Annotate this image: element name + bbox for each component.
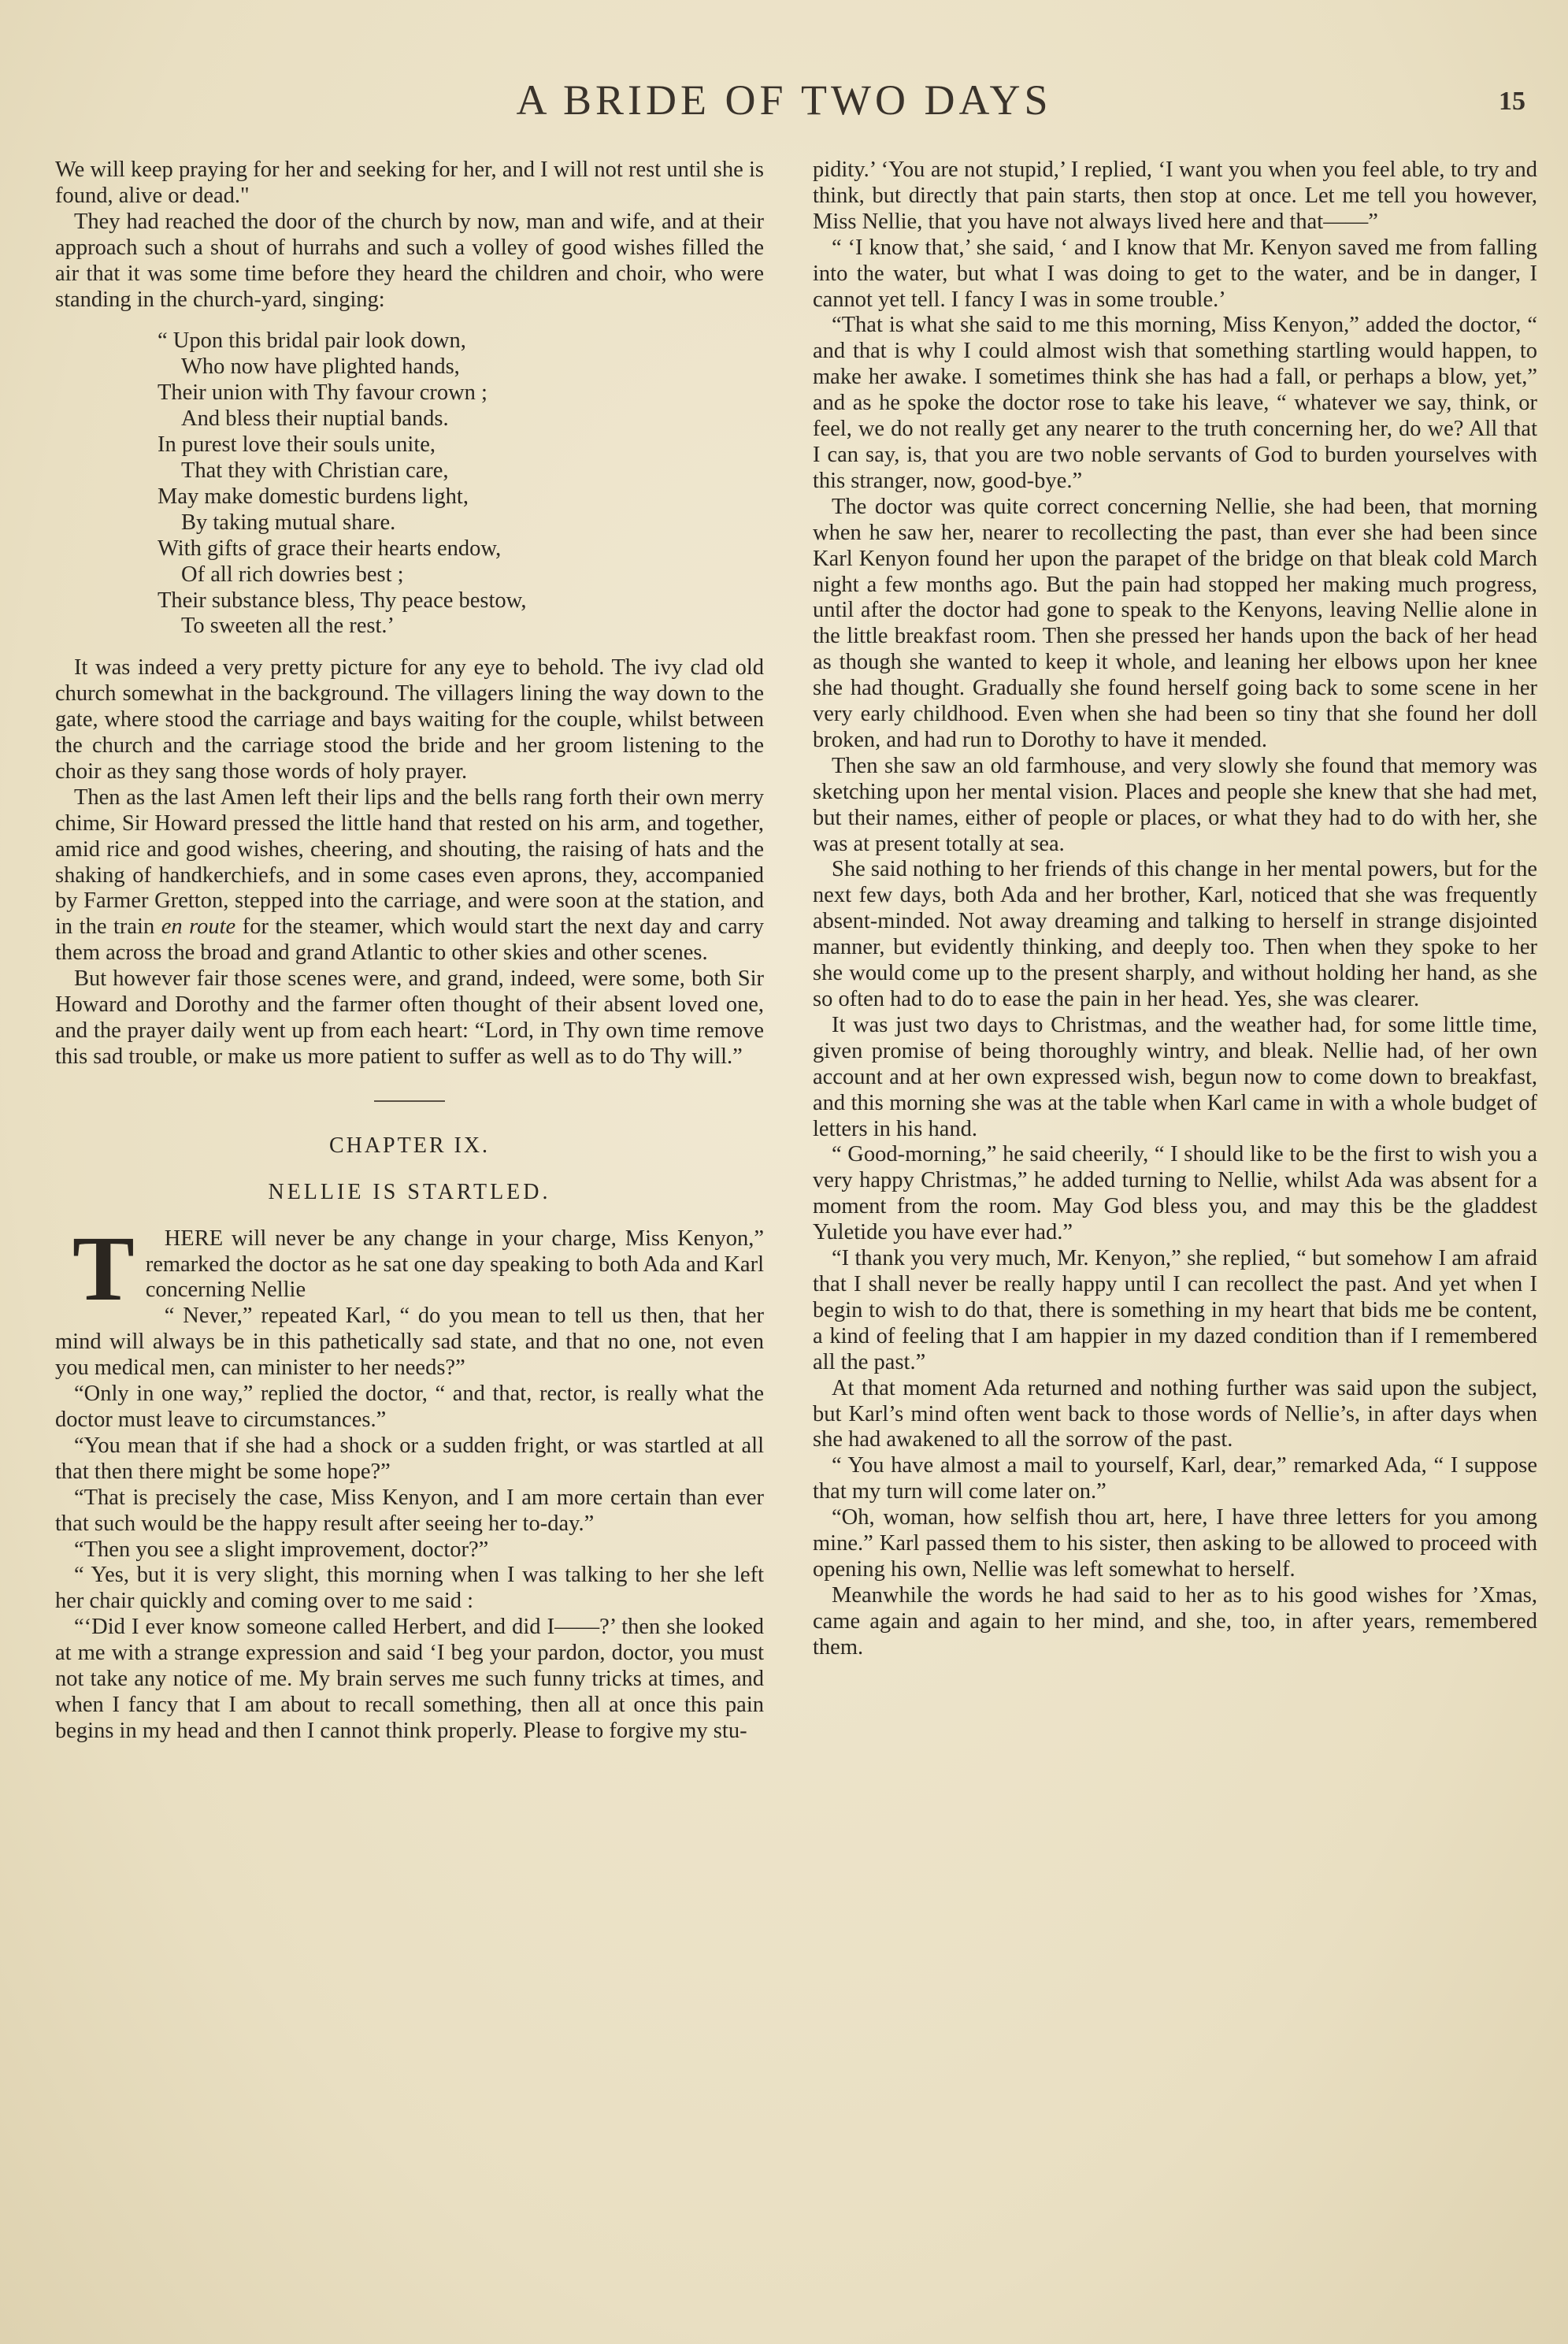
paragraph: They had reached the door of the church by now, man and wife, and at their approach such a shout of hurrahs and such a volley of good wishes filled the air that it was some time before they heard the children and choir, who were standing in the church-yard, singing: <box>55 209 764 312</box>
page-number: 15 <box>1499 87 1525 116</box>
poem-line: And bless their nuptial bands. <box>181 406 449 432</box>
chapter-number: CHAPTER IX. <box>328 1133 491 1158</box>
paragraph: “You mean that if she had a shock or a sudden fright, or was startled at all that then there might be some hope?” <box>55 1433 764 1484</box>
chapter-title: NELLIE IS STARTLED. <box>268 1179 551 1204</box>
paragraph: pidity.’ ‘You are not stupid,’ I replied, ‘I want you when you feel able, to try and think, but directly that pain starts, then stop at once. Let me tell you however, Miss Nellie, that you have not always lived here and that——” <box>813 158 1537 234</box>
drop-cap: T <box>72 1216 135 1320</box>
paragraph: We will keep praying for her and seeking for her, and I will not rest until she is found, alive or dead." <box>55 158 764 208</box>
text-run: HERE will never be any change in your charge, Miss Kenyon,” remarked the doctor as he sat one day speaking to both Ada and Karl concerning Nellie <box>145 1226 764 1303</box>
paragraph: At that moment Ada returned and nothing further was said upon the subject, but Karl’s mind often went back to those words of Nellie’s, in after days when she had awakened to all the sorrow of the past. <box>813 1375 1537 1452</box>
text-run: for the steamer, which would start the next day and carry them across the broad and grand Atlantic to other skies and other scenes. <box>55 914 764 966</box>
poem-line: Their union with Thy favour crown ; <box>158 380 487 406</box>
paragraph: It was indeed a very pretty picture for any eye to behold. The ivy clad old church somewhat in the background. The villagers lining the way down to the gate, where stood the carriage and bays waiting for the couple, whilst between the church and the carriage stood the bride and her groom listening to the choir as they sang those words of holy prayer. <box>55 655 764 784</box>
hymn-verse <box>158 328 764 640</box>
text-run: Then as the last Amen left their lips and the bells rang forth their own merry chime, Sir Howard pressed the little hand that rested on his arm, and together, amid rice and good wishes, cheering, and shouting, the raising of hats and the shaking of handkerchiefs, and in some cases even aprons, they, accompanied by Farmer Gretton, stepped into the carriage, and were soon at the station, and in the train <box>55 784 764 940</box>
paragraph: “ ‘I know that,’ she said, ‘ and I know that Mr. Kenyon saved me from falling into the water, but what I was doing to get to the water, and be in danger, I cannot yet tell. I fancy I was in some trouble.’ <box>813 235 1537 312</box>
right-column <box>813 158 1537 1661</box>
paragraph: Then she saw an old farmhouse, and very slowly she found that memory was sketching upon her mental vision. Places and people she knew that she had met, but their names, either of people or places, or what they had to do with her, she was at present totally at sea. <box>813 753 1537 856</box>
paragraph <box>55 785 764 966</box>
paragraph: She said nothing to her friends of this change in her mental powers, but for the next few days, both Ada and her brother, Karl, noticed that she was frequently absent-minded. Not away dreaming and talking to herself in strange disjointed manner, but evidently thinking, and deeply too. Then when they spoke to her she would come up to the present sharply, and without holding her hand, as she so often had to do to ease the pain in her head. Yes, she was clearer. <box>813 857 1537 1011</box>
paragraph: But however fair those scenes were, and grand, indeed, were some, both Sir Howard and Dorothy and the farmer often thought of their absent loved one, and the prayer daily went up from each heart: “Lord, in Thy own time remove this sad trouble, or make us more patient to suffer as well as to do Thy will.” <box>55 966 764 1069</box>
paragraph: “That is what she said to me this morning, Miss Kenyon,” added the doctor, “ and that is why I could almost wish that something startling would happen, to make her awake. I sometimes think she has had a fall, or perhaps a blow, yet,” and as he spoke the doctor rose to take his leave, “ whatever we say, think, or feel, we do not really get any nearer to the truth concerning her, do we? All that I can say, is, that you are two noble servants of God to burden yourselves with this stranger, now, good-bye.” <box>813 313 1537 493</box>
running-header <box>0 76 1568 131</box>
chapter-opening-paragraph <box>55 1216 764 1320</box>
poem-line: Of all rich dowries best ; <box>181 562 404 587</box>
poem-line: By taking mutual share. <box>181 510 396 535</box>
running-title: A BRIDE OF TWO DAYS <box>516 76 1052 124</box>
paragraph: “That is precisely the case, Miss Kenyon, and I am more certain than ever that such would be the happy result after seeing her to-day.” <box>55 1485 764 1536</box>
italic-phrase: en route <box>161 914 236 940</box>
poem-line: With gifts of grace their hearts endow, <box>158 536 502 561</box>
paragraph: “I thank you very much, Mr. Kenyon,” she replied, “ but somehow I am afraid that I shall never be really happy until I can recollect the past. And yet when I begin to wish to do that, there is something in my heart that bids me be content, a kind of feeling that I am happier in my dazed condition than if I remembered all the past.” <box>813 1246 1537 1374</box>
poem-line: Their substance bless, Thy peace bestow, <box>158 588 527 613</box>
section-divider <box>374 1100 445 1102</box>
poem-line: That they with Christian care, <box>181 458 449 483</box>
paragraph: “Oh, woman, how selfish thou art, here, I have three letters for you among mine.” Karl passed them to his sister, then asking to be allowed to proceed with opening his own, Nellie was left somewhat to herself. <box>813 1505 1537 1582</box>
paragraph: “ You have almost a mail to yourself, Karl, dear,” remarked Ada, “ I suppose that my turn will come later on.” <box>813 1453 1537 1504</box>
paragraph: “Only in one way,” replied the doctor, “ and that, rector, is really what the doctor must leave to circumstances.” <box>55 1382 764 1432</box>
poem-line: “ Upon this bridal pair look down, <box>158 328 466 354</box>
paragraph: “ Good-morning,” he said cheerily, “ I should like to be the first to wish you a very happy Christmas,” he added turning to Nellie, whilst Ada was absent for a moment from the room. May God bless you, and may this be the gladdest Yuletide you have ever had.” <box>813 1142 1537 1245</box>
paragraph: “Then you see a slight improvement, doctor?” <box>74 1537 489 1562</box>
paragraph: It was just two days to Christmas, and the weather had, for some little time, given promise of being thoroughly wintry, and bleak. Nellie had, of her own account and at her own expressed wish, begun now to come down to breakfast, and this morning she was at the table when Karl came in with a whole budget of letters in his hand. <box>813 1012 1537 1141</box>
poem-line: In purest love their souls unite, <box>158 432 436 458</box>
paragraph: “ Never,” repeated Karl, “ do you mean to tell us then, that her mind will always be in this pathetically sad state, and that no one, not even you medical men, can minister to her needs?” <box>55 1304 764 1381</box>
paragraph: Meanwhile the words he had said to her as to his good wishes for ’Xmas, came again and again to her mind, and she, too, in after years, remembered them. <box>813 1582 1537 1660</box>
poem-line: Who now have plighted hands, <box>181 354 460 380</box>
paragraph: “ Yes, but it is very slight, this morning when I was talking to her she left her chair quickly and coming over to me said : <box>55 1563 764 1614</box>
poem-line: May make domestic burdens light, <box>158 484 469 509</box>
paragraph: The doctor was quite correct concerning Nellie, she had been, that morning when he saw her, nearer to recollecting the past, than ever she had been since Karl Kenyon found her upon the parapet of the bridge on that bleak cold March night a few months ago. But the pain had stopped her making much progress, until after the doctor had gone to speak to the Kenyons, leaving Nellie alone in the little breakfast room. Then she pressed her hands upon the back of her head as though she wanted to keep it whole, and leaning her elbows upon her knee she had thought. Gradually she found herself going back to some scene in her very early childhood. Even when she had been so tiny that she found her doll broken, and had run to Dorothy to have it mended. <box>813 494 1537 752</box>
poem-line: To sweeten all the rest.’ <box>181 614 395 639</box>
paragraph: “‘Did I ever know someone called Herbert, and did I——?’ then she looked at me with a strange expression and said ‘I beg your pardon, doctor, you must not take any notice of me. My brain serves me such funny tricks at times, and when I fancy that I am about to recall something, then all at once this pain begins in my head and then I cannot think properly. Please to forgive my stu- <box>55 1615 764 1743</box>
left-column <box>55 158 764 1745</box>
